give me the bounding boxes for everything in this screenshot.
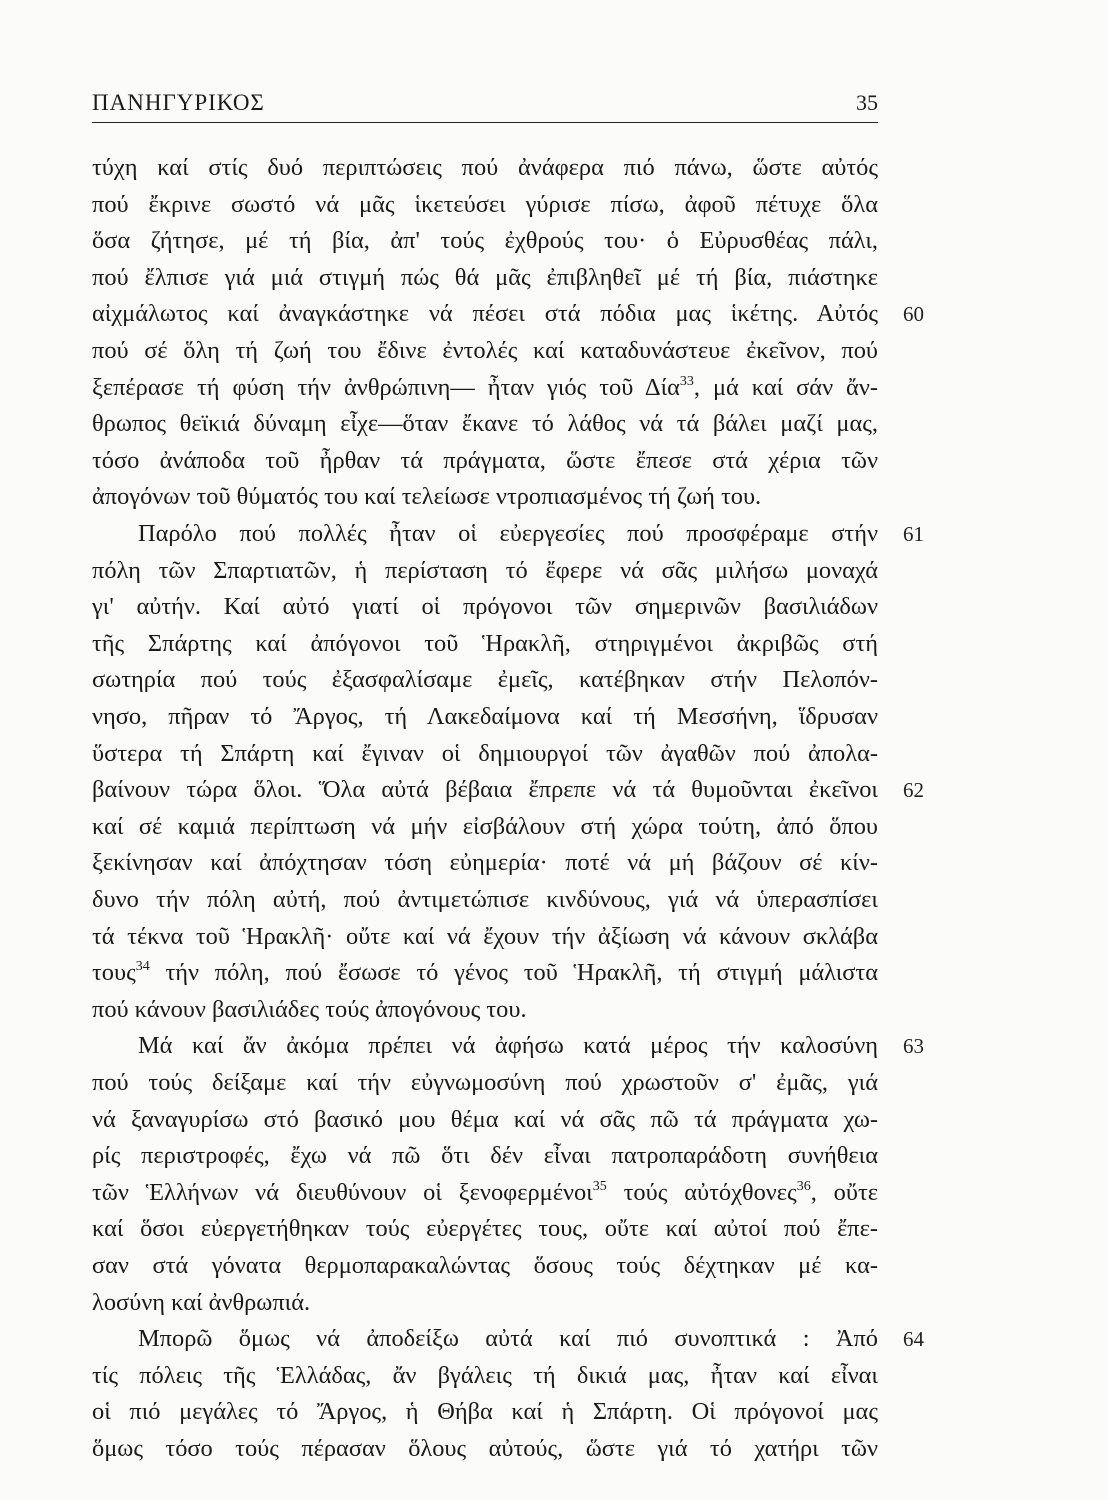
text-line: καί σέ καμιά περίπτωση νά μήν εἰσβάλουν στή χώρα τούτη, ἀπό ὅπου bbox=[92, 812, 878, 840]
section-number: 60 bbox=[903, 302, 924, 327]
text-line: ἀπογόνων τοῦ θύματός του καί τελείωσε ντροπιασμένος τή ζωή του. bbox=[92, 483, 762, 511]
text-line: καί ὅσοι εὐεργετήθηκαν τούς εὐεργέτες τους, οὔτε καί αὐτοί πού ἔπε- bbox=[92, 1215, 878, 1243]
text-line: νά ξαναγυρίσω στό βασικό μου θέμα καί νά σᾶς πῶ τά πράγματα χω- bbox=[92, 1105, 878, 1133]
text-line: ρίς περιστροφές, ἔχω νά πῶ ὅτι δέν εἶναι πατροπαράδοτη συνήθεια bbox=[92, 1142, 878, 1170]
line-segment: τούς αὐτόχθονες bbox=[606, 1178, 797, 1206]
section-number: 61 bbox=[903, 522, 924, 546]
text-line: δυνο τήν πόλη αὐτή, πού ἀντιμετώπισε κινδύνους, γιά νά ὑπερασπίσει bbox=[92, 886, 878, 913]
line-segment: , μά καί σάν ἄν- bbox=[693, 373, 878, 401]
text-line: βαίνουν τώρα ὅλοι. Ὅλα αὐτά βέβαια ἔπρεπε νά τά θυμοῦνται ἐκεῖνοι bbox=[92, 776, 878, 804]
text-line: λοσύνη καί ἀνθρωπιά. bbox=[92, 1288, 311, 1316]
text-line: Παρόλο πού πολλές ἦταν οἱ εὐεργεσίες πού προσφέραμε στήν bbox=[138, 520, 878, 547]
text-line: σαν στά γόνατα θερμοπαρακαλώντας ὅσους τούς δέχτηκαν μέ κα- bbox=[92, 1252, 878, 1279]
text-line: τύχη καί στίς δυό περιπτώσεις πού ἀνάφερα πιό πάνω, ὥστε αὐτός bbox=[92, 154, 878, 181]
text-line: Μπορῶ ὅμως νά ἀποδείξω αὐτά καί πιό συνοπτικά : Ἀπό bbox=[138, 1325, 878, 1353]
text-line: ξεκίνησαν καί ἀπόχτησαν τόση εὐημερία· ποτέ νά μή βάζουν σέ κίν- bbox=[92, 849, 878, 877]
text-line: οἱ πιό μεγάλες τό Ἄργος, ἡ Θήβα καί ἡ Σπάρτη. Οἱ πρόγονοί μας bbox=[92, 1398, 878, 1426]
footnote-ref: 33 bbox=[679, 373, 694, 389]
text-line: τόσο ἀνάποδα τοῦ ἦρθαν τά πράγματα, ὥστε ἔπεσε στά χέρια τῶν bbox=[92, 446, 878, 474]
footnote-ref: 34 bbox=[135, 959, 150, 975]
text-line: αἰχμάλωτος καί ἀναγκάστηκε νά πέσει στά πόδια μας ἱκέτης. Αὐτός bbox=[92, 300, 878, 328]
running-head-title: ΠΑΝΗΓΥΡΙΚΟΣ bbox=[92, 90, 265, 115]
line-segment: ξεπέρασε τή φύση τήν ἀνθρώπινη— ἦταν γιός τοῦ Δία bbox=[92, 373, 680, 401]
line-segment: , οὔτε bbox=[810, 1178, 879, 1206]
text-line: σωτηρία πού τούς ἐξασφαλίσαμε ἐμεῖς, κατέβηκαν στήν Πελοπόν- bbox=[92, 666, 878, 694]
text-line: ὅσα ζήτησε, μέ τή βία, ἀπ' τούς ἐχθρούς του· ὁ Εὐρυσθέας πάλι, bbox=[92, 227, 878, 255]
text-line: τά τέκνα τοῦ Ἡρακλῆ· οὔτε καί νά ἔχουν τήν ἀξίωση νά κάνουν σκλάβα bbox=[92, 922, 878, 950]
section-number: 64 bbox=[903, 1327, 924, 1352]
text-line bbox=[92, 1175, 878, 1211]
section-number: 63 bbox=[903, 1034, 924, 1059]
text-line: τῆς Σπάρτης καί ἀπόγονοι τοῦ Ἡρακλῆ, στηριγμένοι ἀκριβῶς στή bbox=[92, 629, 878, 657]
text-line: ὕστερα τή Σπάρτη καί ἔγιναν οἱ δημιουργοί τῶν ἀγαθῶν πού ἀπολα- bbox=[92, 739, 878, 767]
footnote-ref: 36 bbox=[796, 1178, 811, 1194]
text-line: Μά καί ἄν ἀκόμα πρέπει νά ἀφήσω κατά μέρος τήν καλοσύνη bbox=[138, 1032, 878, 1060]
text-line: πού τούς δείξαμε καί τήν εὐγνωμοσύνη πού χρωστοῦν σ' ἐμᾶς, γιά bbox=[92, 1069, 878, 1096]
text-line: πού ἔλπισε γιά μιά στιγμή πώς θά μᾶς ἐπιβληθεῖ μέ τή βία, πιάστηκε bbox=[92, 263, 878, 291]
text-line: γι' αὐτήν. Καί αὐτό γιατί οἱ πρόγονοι τῶν σημερινῶν βασιλιάδων bbox=[92, 593, 878, 621]
line-segment: τήν πόλη, πού ἔσωσε τό γένος τοῦ Ἡρακλῆ, τή στιγμή μάλιστα bbox=[149, 959, 878, 987]
text-line bbox=[92, 955, 878, 991]
text-line: πού σέ ὅλη τή ζωή του ἔδινε ἐντολές καί καταδυνάστευε ἐκεῖνον, πού bbox=[92, 337, 878, 364]
text-line bbox=[92, 370, 878, 406]
section-number: 62 bbox=[903, 778, 924, 803]
text-line: πού ἔκρινε σωστό νά μᾶς ἱκετεύσει γύρισε πίσω, ἀφοῦ πέτυχε ὅλα bbox=[92, 190, 878, 218]
text-line: θρωπος θεϊκιά δύναμη εἶχε—ὅταν ἔκανε τό λάθος νά τά βάλει μαζί μας, bbox=[92, 410, 878, 438]
text-line: πού κάνουν βασιλιάδες τούς ἀπογόνους του. bbox=[92, 995, 527, 1023]
line-segment: τῶν Ἑλλήνων νά διευθύνουν οἱ ξενοφερμένοι bbox=[92, 1178, 593, 1206]
text-line: νησο, πῆραν τό Ἄργος, τή Λακεδαίμονα καί τή Μεσσήνη, ἵδρυσαν bbox=[92, 703, 878, 730]
page-number: 35 bbox=[856, 90, 878, 115]
text-line: πόλη τῶν Σπαρτιατῶν, ἡ περίσταση τό ἔφερε νά σᾶς μιλήσω μοναχά bbox=[92, 556, 878, 584]
footnote-ref: 35 bbox=[592, 1178, 607, 1194]
text-line: τίς πόλεις τῆς Ἑλλάδας, ἄν βγάλεις τή δικιά μας, ἦταν καί εἶναι bbox=[92, 1361, 878, 1389]
line-segment: τους bbox=[92, 959, 136, 987]
text-line: ὅμως τόσο τούς πέρασαν ὅλους αὐτούς, ὥστε γιά τό χατήρι τῶν bbox=[92, 1435, 878, 1462]
